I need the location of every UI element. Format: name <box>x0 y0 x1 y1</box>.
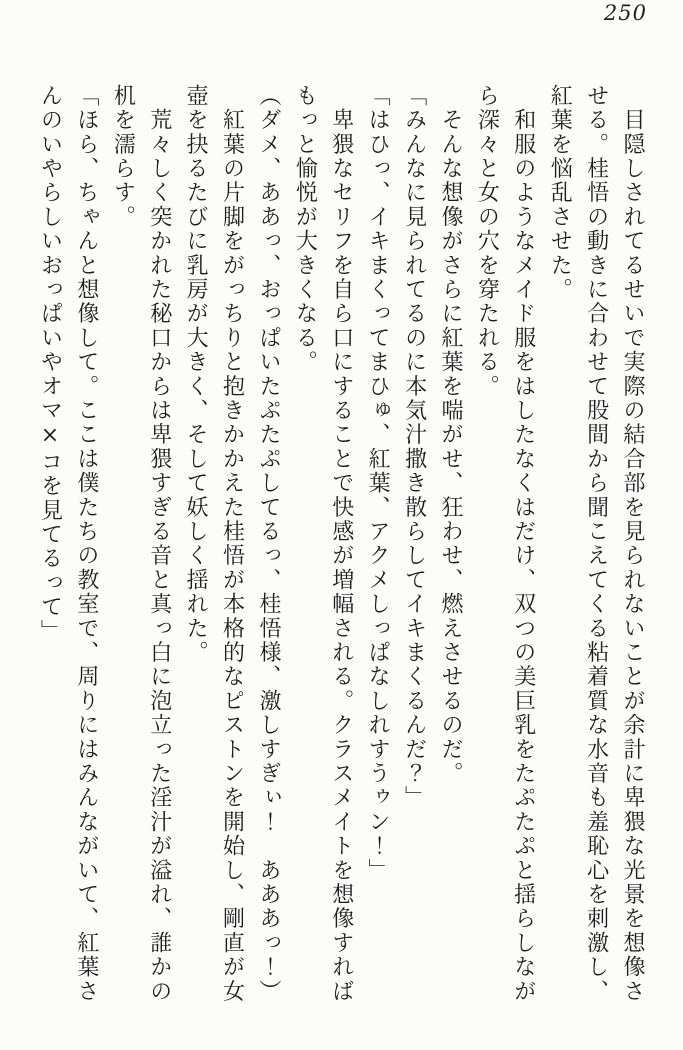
vertical-text-block <box>31 84 650 1004</box>
text-line: んのいやらしいおっぱいやオマ×コを見てるって」 <box>37 84 63 644</box>
text-line: ら深々と女の穴を穿たれる。 <box>474 84 500 399</box>
text-line: 紅葉を悩乱させた。 <box>547 84 573 302</box>
text-line: 「はひっ、イキまくってまひゅ、紅葉、アクメしっぱなしれすうゥン！」 <box>365 84 391 883</box>
text-line: せる。桂悟の動きに合わせて股間から聞こえてくる粘着質な水音も羞恥心を刺激し、 <box>583 84 609 1004</box>
text-line: そんな想像がさらに紅葉を喘がせ、狂わせ、燃えさせるのだ。 <box>437 84 463 786</box>
text-line: 卑猥なセリフを自ら口にすることで快感が増幅される。クラスメイトを想像すれば <box>328 84 354 1004</box>
text-line: 紅葉の片脚をがっちりと抱きかかえた桂悟が本格的なピストンを開始し、剛直が女 <box>219 84 245 1004</box>
text-line: （ダメ、ああっ、おっぱいたぷたぷしてるっ、桂悟様、激しすぎぃ！ あああっ！） <box>255 84 281 1004</box>
text-line: 「みんなに見られてるのに本気汁撒き散らしてイキまくるんだ？」 <box>401 84 427 810</box>
text-line: 「ほら、ちゃんと想像して。ここは僕たちの教室で、周りにはみんながいて、紅葉さ <box>73 84 99 1004</box>
text-line: 荒々しく突かれた秘口からは卑猥すぎる音と真っ白に泡立った淫汁が溢れ、誰かの <box>146 84 172 1004</box>
text-line: もっと愉悦が大きくなる。 <box>292 84 318 375</box>
text-line: 目隠しされてるせいで実際の結合部を見られないことが余計に卑猥な光景を想像さ <box>620 84 645 1004</box>
text-line: 壺を抉るたびに乳房が大きく、そして妖しく揺れた。 <box>183 84 209 665</box>
text-line: 和服のようなメイド服をはしたなくはだけ、双つの美巨乳をたぷたぷと揺らしなが <box>510 84 536 1004</box>
text-line: 机を濡らす。 <box>110 84 136 230</box>
page-number: 250 <box>603 1 647 25</box>
